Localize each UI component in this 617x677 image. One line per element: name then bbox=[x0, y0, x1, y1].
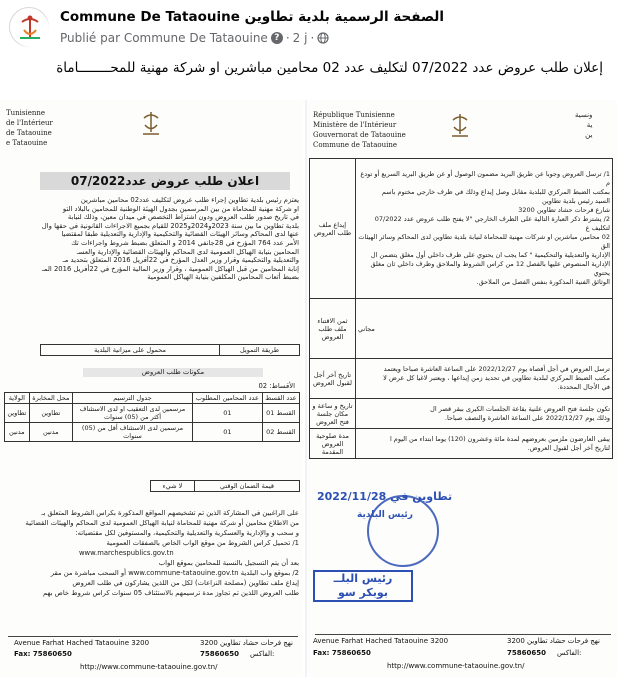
announcement-body: يعتزم رئيس بلدية تطاوين إجراء طلب عروض لتكليف عدد02 محامين مباشرين او شركة مهنية للمحاماة من بين المرسمين بجدول الهيئة الوطنية للمحامين بالبلاد التو في تاريخ صدور طلب العروض ودون اشتراط التخصص في ميدان معين، وذلك لنيابة بلدية تطاوين ما بين سنة 2023و2024و2025 للقيام بجميع الاجراءات القانونية في حقها وال عنها لدى المحاكم وسائر الهيئات القضائية والتحكيمية والإدارية والتعديلية طبقا لمقتضيا الأمر عدد 764 المؤرخ في 28جانفي 2014 و المتعلق بضبط شروط واجراءات تك المحامين بنيابة الهياكل العمومية لدى المحاكم والهيئات القضائية والإدارية والعسـ والتعديلية والتحكيمية وقرار وزير العدل المؤرخ في 22أفريل 2016 المتعلق بتحديد مـ إنابة المحامين من قبل الهياكل العمومية ، وقرار وزير المالية المؤرخ في 22أفريل 2016 المـ بضبط أتعاب المحامين المكلفين بنيابة الهياكل العمومية bbox=[41, 196, 299, 282]
footer-address: Avenue Farhat Hached Tataouine 3200 bbox=[14, 639, 150, 647]
funding-table bbox=[40, 344, 300, 356]
commune-logo-icon bbox=[10, 8, 50, 48]
separator-dot: · bbox=[310, 31, 315, 45]
lots-table bbox=[4, 392, 300, 442]
th-address: محل المخابرة bbox=[29, 393, 72, 404]
post-meta bbox=[60, 31, 329, 45]
footer-address-ar: نهج فرحات حشاد تطاوين 3200 bbox=[507, 637, 600, 645]
footer-address: Avenue Farhat Hached Tataouine 3200 bbox=[313, 637, 449, 645]
signature-date: تطاوين في 2022/11/28 bbox=[317, 490, 453, 503]
table-row: القسط 02 01 مرسمين لدى الاستئناف أقل من (05) سنوات مدنين مدنين bbox=[5, 423, 300, 442]
footer-fax-ar: الفاكس: bbox=[557, 649, 582, 657]
page-name[interactable]: Commune De Tataouine الصفحة الرسمية بلدية تطاوين bbox=[60, 9, 444, 25]
footer-url: http://www.commune-tataouine.gov.tn/ bbox=[387, 662, 525, 670]
announcement-title: اعلان طلب عروض عدد07/2022 bbox=[40, 172, 290, 190]
separator-dot: · bbox=[285, 31, 290, 45]
mayor-label: رئيس البلدية bbox=[357, 510, 413, 520]
post-header bbox=[0, 0, 617, 76]
table-header-row bbox=[5, 393, 300, 404]
footer-address-ar: نهج فرحات حشاد تطاوين 3200 bbox=[200, 639, 293, 647]
page-avatar[interactable] bbox=[9, 7, 49, 47]
info-icon[interactable]: ? bbox=[271, 32, 283, 44]
commune-emblem-icon bbox=[449, 112, 471, 138]
funding-value: محمول على ميزانية البلدية bbox=[41, 345, 220, 356]
doc-header-ar: ونسية ية ين bbox=[575, 111, 593, 139]
th-register: جدول الترسيم bbox=[73, 393, 193, 404]
published-by[interactable]: Publié par Commune De Tataouine bbox=[60, 31, 268, 45]
table-row: 1/ ترسل العروض وجوبا عن طريق البريد مضمون الوصول أو عن طريق البريد السريع أو تودع م بمكتب الضبط المركزي للبلدية مقابل وصل إيداع وذلك في ظرف خارجي مختوم باسم السيد رئيس بلدية تطاوين شارع فرحات حشاد تطاوين 3200 2/ يشترط ذكر العبارة التالية على الظرف الخارجي "لا يفتح طلب عروض عدد 07/2022 لتكليف ع 02 محامين مباشرين او شركات مهنية للمحاماة لنيابة بلدية تطاوين لدى المحاكم وسائر الهيئات الق الإدارية والتعديلية والتحكيمية " كما يجب ان يحتوي على ظرف داخلي أول مغلق يتضمن ال الإدارية المنصوص عليها بالفصل 12 من كراس الشروط والملاحق وظرف داخلي ثان مغلق يحتوي الوثائق الفنية المذكورة بنفس الفصل من الملاحق. إيداع ملف طلب العروض bbox=[310, 159, 613, 299]
document-photo-right[interactable] bbox=[307, 100, 617, 677]
mayor-stamp: رئيس البلــ بوبكر سو bbox=[313, 570, 413, 602]
footer-phone: 75860650 bbox=[200, 650, 239, 658]
funding-label: طريقة التمويل bbox=[220, 345, 300, 356]
doc-header-fr: Tunisienne de l'Intérieur de Tataouine e Tataouine bbox=[6, 109, 53, 147]
footer-fax-ar: الفاكس: bbox=[250, 650, 275, 658]
table-row: يبقى العارضون ملزمين بعروضهم لمدة مائة وعشرون (120) يوما ابتداء من اليوم ا لتاريخ آخر أجل لقبول العروض. مدة صلوحية العروض المقدمة bbox=[310, 429, 613, 459]
commune-emblem-icon bbox=[140, 110, 162, 136]
lots-label: الأقساط: 02 bbox=[258, 382, 295, 390]
guarantee-table bbox=[150, 480, 300, 492]
post-text: إعلان طلب عروض عدد 07/2022 لتكليف عدد 02 محامين مباشرين او شركة مهنية للمحــــــــاماة bbox=[56, 60, 603, 76]
guarantee-value: لا شيء bbox=[151, 481, 195, 492]
footer-divider bbox=[315, 634, 611, 635]
th-lot: عدد القسط bbox=[262, 393, 299, 404]
table-row: تكون جلسة فتح العروض علنية بقاعة الجلسات الكبرى ببقر قصر ال وذلك يوم 2022/12/27 على الساعة العاشرة والنصف صباحا. تاريخ و ساعة و مكان جلسة فتح العروض bbox=[310, 399, 613, 429]
th-state: الولاية bbox=[5, 393, 30, 404]
th-count: عدد المحامين المطلوب bbox=[193, 393, 263, 404]
doc-header-fr: République Tunisienne Ministère de l'Intérieur Gouvernorat de Tataouine Commune de Tataouine bbox=[313, 111, 406, 149]
post-photos bbox=[0, 100, 617, 677]
footer-fax: Fax: 75860650 bbox=[313, 649, 371, 657]
official-seal bbox=[367, 495, 439, 567]
footer-divider bbox=[8, 636, 298, 637]
components-title: مكونات طلب العروض bbox=[83, 368, 263, 377]
table-row: مجاني ثمن الاقتناء ملف طلب العروض bbox=[310, 299, 613, 359]
details-table bbox=[309, 158, 613, 459]
footer-url: http://www.commune-tataouine.gov.tn/ bbox=[80, 663, 218, 671]
globe-icon bbox=[317, 32, 329, 44]
table-row: القسط 01 01 مرسمين لدى التعقيب او لدى الاستئناف أكثر من (05) سنوات تطاوين تطاوين bbox=[5, 404, 300, 423]
document-photo-left[interactable] bbox=[0, 100, 305, 677]
table-row: ترسل العروض في أجل أقصاه يوم 2022/12/27 على الساعة العاشرة صباحا ويعتمد مكتب الضبط المركزي لبلدية تطاوين في تحديد زمن إيداعها ، ويعتبر لاغيا كل عرض لا في الأجال المحددة. تاريخ آخر أجل لقبول العروض bbox=[310, 359, 613, 399]
guarantee-label: قيمة الضمان الوقتي bbox=[194, 481, 299, 492]
post-time[interactable]: 2 j bbox=[292, 31, 308, 45]
conditions-body: على الراغبين في المشاركة الذين تم تشخيصهم المواقع المذكورة بكراس الشروط المتعلق بـ من الاطلاع محامين أو شركة مهنية للمحاماة لنيابة الهياكل العمومية لدى المحاكم والهيئات القضائية و سحب و والإدارية والعسكرية والتعديلية والتحكيمية، والمستوفين لكل مقتضياته: 1/ تحميل كراس الشروط من موقع الواب الخاص بالصفقات العمومية www.marchespublics.gov.tn بعد أن يتم التسجيل بالنسبة للمحامين بموقع الواب 2/ بموقع واب البلدية www.commune-tataouine.gov.tn أو السحب مباشرة من مقر إيداع ملف تطاوين (مصلحة النزاعات) لكل من اللذين يشاركون في طلب العروض طلب العروض اللذين تم تجاوز مدة ترسيمهم بالاستئناف 05 سنوات كراس شروط خاص بهم bbox=[25, 509, 299, 597]
footer-fax: Fax: 75860650 bbox=[14, 650, 72, 658]
footer-phone: 75860650 bbox=[507, 649, 546, 657]
